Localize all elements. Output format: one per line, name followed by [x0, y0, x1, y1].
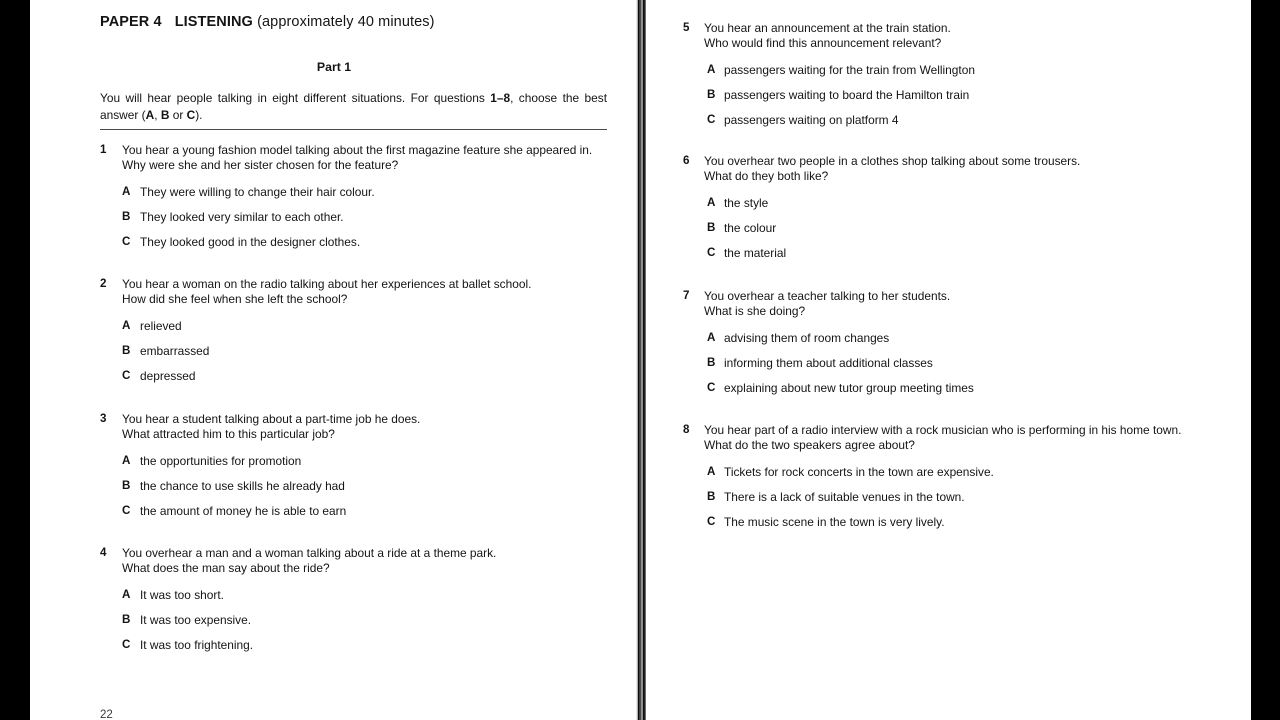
right-page	[646, 0, 1251, 720]
option-text: They looked good in the designer clothes.	[140, 235, 361, 250]
question-stem	[122, 277, 531, 308]
option-letter: A	[122, 454, 131, 467]
question-stem	[704, 154, 1080, 185]
paper-duration-note: (approximately 40 minutes)	[257, 14, 435, 30]
rubric-question-range: 1–8	[490, 91, 511, 105]
question-stem-line-2: What do the two speakers agree about?	[704, 438, 915, 453]
option-text: They were willing to change their hair colour.	[140, 185, 375, 199]
question-number: 5	[683, 21, 690, 34]
question-stem-line-1: You overhear a man and a woman talking about a ride at a theme park.	[122, 546, 497, 560]
option-letter: C	[122, 235, 131, 249]
page-number: 22	[100, 709, 113, 720]
option-letter: C	[122, 369, 131, 383]
question-stem-line-1: You hear a young fashion model talking about the first magazine feature she appeared in.	[122, 143, 593, 157]
option-text: The music scene in the town is very lively.	[724, 515, 945, 530]
option-letter: B	[122, 344, 131, 358]
rubric-option-a: A	[145, 108, 155, 122]
paper-label: PAPER 4	[100, 14, 162, 30]
question-number: 2	[100, 277, 107, 290]
option-text: depressed	[140, 369, 196, 384]
option-text: informing them about additional classes	[724, 356, 933, 371]
option-text: They looked very similar to each other.	[140, 210, 344, 225]
question-stem-line-2: What do they both like?	[704, 169, 829, 184]
question-stem-line-1: You overhear two people in a clothes shop talking about some trousers.	[704, 154, 1081, 168]
option-text: It was too frightening.	[140, 638, 254, 653]
option-text: Tickets for rock concerts in the town are expensive.	[724, 465, 994, 479]
option-letter: B	[707, 221, 716, 235]
part-instructions	[100, 90, 607, 124]
spine-line-left	[638, 0, 639, 720]
option-text: the opportunities for promotion	[140, 454, 302, 468]
rubric-option-c: C	[186, 108, 196, 122]
option-letter: A	[122, 319, 131, 332]
option-letter: C	[122, 504, 131, 518]
question-number: 1	[100, 143, 107, 156]
option-letter: B	[707, 356, 716, 370]
left-page	[30, 0, 638, 720]
question-stem-line-1: You hear a student talking about a part-time job he does.	[122, 412, 421, 426]
option-letter: B	[122, 479, 131, 493]
paper-name: LISTENING	[174, 14, 253, 30]
option-letter: A	[122, 185, 131, 198]
option-text: passengers waiting for the train from Wellington	[724, 63, 975, 77]
question-stem	[704, 21, 951, 52]
option-text: advising them of room changes	[724, 331, 890, 345]
option-text: the amount of money he is able to earn	[140, 504, 347, 519]
rubric-sep-2: or	[169, 108, 187, 122]
question-stem	[704, 423, 1181, 454]
question-stem	[704, 289, 950, 320]
question-stem	[122, 546, 496, 577]
option-letter: A	[707, 63, 716, 76]
option-letter: A	[707, 465, 716, 478]
rubric-sep-1: ,	[154, 108, 161, 122]
question-stem-line-2: How did she feel when she left the school?	[122, 292, 348, 307]
option-text: embarrassed	[140, 344, 210, 359]
option-letter: B	[707, 490, 716, 504]
question-number: 7	[683, 289, 690, 302]
option-letter: B	[122, 613, 131, 627]
question-stem	[122, 412, 420, 443]
question-stem-line-1: You hear a woman on the radio talking about her experiences at ballet school.	[122, 277, 532, 291]
left-page-content	[30, 0, 638, 720]
option-letter: C	[707, 246, 716, 260]
page-title	[100, 14, 435, 30]
option-letter: C	[707, 381, 716, 395]
option-text: It was too short.	[140, 588, 224, 602]
horizontal-divider	[100, 129, 607, 130]
option-text: explaining about new tutor group meeting times	[724, 381, 974, 396]
option-letter: B	[707, 88, 716, 102]
option-text: the style	[724, 196, 769, 210]
option-letter: C	[707, 113, 716, 127]
question-stem-line-2: What does the man say about the ride?	[122, 561, 330, 576]
question-number: 8	[683, 423, 690, 436]
spine-line-right	[643, 0, 644, 720]
question-number: 3	[100, 412, 107, 425]
question-stem-line-2: What attracted him to this particular job?	[122, 427, 335, 442]
question-stem-line-2: Why were she and her sister chosen for the feature?	[122, 158, 399, 173]
option-text: the chance to use skills he already had	[140, 479, 345, 494]
rubric-option-b: B	[160, 108, 170, 122]
question-stem-line-2: Who would find this announcement relevant?	[704, 36, 942, 51]
question-number: 4	[100, 546, 107, 559]
rubric-text-1: You will hear people talking in eight different situations. For questions	[100, 91, 491, 105]
option-text: There is a lack of suitable venues in the town.	[724, 490, 965, 505]
option-letter: C	[707, 515, 716, 529]
option-letter: A	[707, 331, 716, 344]
option-text: the material	[724, 246, 787, 261]
rubric-text-2: , choose the best answer (	[100, 91, 607, 122]
right-page-content	[646, 0, 1251, 720]
question-stem	[122, 143, 592, 174]
question-stem-line-1: You hear an announcement at the train station.	[704, 21, 951, 35]
question-stem-line-1: You hear part of a radio interview with a rock musician who is performing in his home town.	[704, 423, 1182, 437]
question-stem-line-1: You overhear a teacher talking to her students.	[704, 289, 951, 303]
option-letter: C	[122, 638, 131, 652]
option-letter: A	[122, 588, 131, 601]
question-number: 6	[683, 154, 690, 167]
option-text: the colour	[724, 221, 777, 236]
rubric-text-3: ).	[195, 108, 203, 122]
option-text: passengers waiting on platform 4	[724, 113, 899, 128]
option-letter: A	[707, 196, 716, 209]
option-text: It was too expensive.	[140, 613, 252, 628]
question-stem-line-2: What is she doing?	[704, 304, 806, 319]
part-heading: Part 1	[316, 60, 352, 74]
option-letter: B	[122, 210, 131, 224]
option-text: relieved	[140, 319, 182, 333]
option-text: passengers waiting to board the Hamilton train	[724, 88, 970, 103]
